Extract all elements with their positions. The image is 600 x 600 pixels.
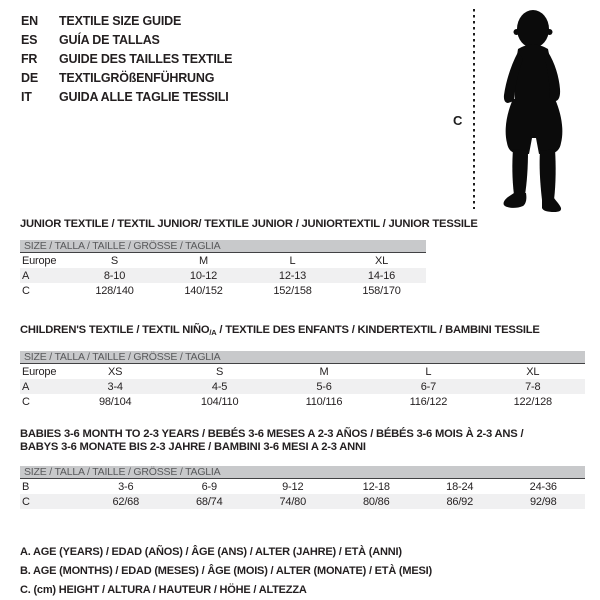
lang-row-en <box>21 12 232 31</box>
table-cell: M <box>319 365 329 378</box>
junior-size-table <box>20 253 426 298</box>
table-cell: 12-13 <box>278 269 307 282</box>
children-size-header: SIZE / TALLA / TAILLE / GRÖSSE / TAGLIA <box>20 351 585 364</box>
table-cell: 122/128 <box>513 395 552 408</box>
lang-title: TEXTILE SIZE GUIDE <box>59 14 182 28</box>
lang-title: GUIDA ALLE TAGLIE TESSILI <box>59 90 229 104</box>
lang-title: TEXTILGRÖßENFÜHRUNG <box>59 71 215 85</box>
table-cell: 4-5 <box>211 380 228 393</box>
table-cell: 8-10 <box>103 269 126 282</box>
table-cell: 98/104 <box>98 395 132 408</box>
table-cell: 3-6 <box>118 480 134 493</box>
lang-title: GUÍA DE TALLAS <box>59 33 160 47</box>
heading-text: / TEXTILE DES ENFANTS / KINDERTEXTIL / BAMBINI TESSILE <box>216 324 540 336</box>
table-cell: L <box>289 254 296 267</box>
table-row <box>20 494 585 509</box>
footnote-b: B. AGE (MONTHS) / EDAD (MESES) / ÂGE (MOIS) / ALTER (MONATE) / ETÀ (MESI) <box>20 565 432 577</box>
table-cell: 6-7 <box>420 380 437 393</box>
junior-section <box>20 218 585 298</box>
babies-size-table <box>20 479 585 509</box>
row-label: C <box>22 395 30 408</box>
row-label: C <box>22 284 30 297</box>
table-cell: 86/92 <box>446 495 474 508</box>
footnote-a: A. AGE (YEARS) / EDAD (AÑOS) / ÂGE (ANS) / ALTER (JAHRE) / ETÀ (ANNI) <box>20 546 402 558</box>
size-figure <box>445 5 585 213</box>
table-cell: 6-9 <box>201 480 217 493</box>
lang-code: ES <box>21 33 38 47</box>
row-label: C <box>22 495 30 508</box>
table-head-row <box>20 253 426 268</box>
children-size-table <box>20 364 585 409</box>
junior-size-header: SIZE / TALLA / TAILLE / GRÖSSE / TAGLIA <box>20 240 426 253</box>
children-heading <box>20 324 585 339</box>
table-row <box>20 394 585 409</box>
table-cell: S <box>216 365 224 378</box>
lang-title: GUIDE DES TAILLES TEXTILE <box>59 52 233 66</box>
table-cell: 140/152 <box>184 284 223 297</box>
table-cell: 110/116 <box>305 395 343 408</box>
lang-code: FR <box>21 52 38 66</box>
table-cell: XS <box>108 365 123 378</box>
table-cell: 7-8 <box>525 380 541 393</box>
lang-code: DE <box>21 71 38 85</box>
table-cell: 68/74 <box>195 495 223 508</box>
table-row <box>20 379 585 394</box>
table-cell: 5-6 <box>316 380 332 393</box>
tables-area <box>20 218 585 600</box>
table-head-row <box>20 364 585 379</box>
footnote-legend <box>20 543 585 600</box>
table-row <box>20 479 585 494</box>
table-cell: 116/122 <box>409 395 448 408</box>
heading-line-1: BABIES 3-6 MONTH TO 2-3 YEARS / BEBÉS 3-6 MESES A 2-3 AÑOS / BÉBÉS 3-6 MOIS À 2-3 ANS / <box>20 428 524 440</box>
table-cell: 24-36 <box>529 480 557 493</box>
lang-code: IT <box>21 90 32 104</box>
row-label: A <box>22 380 30 393</box>
baby-silhouette-icon <box>504 10 563 212</box>
table-row <box>20 283 426 298</box>
table-cell: 74/80 <box>279 495 307 508</box>
table-cell: 104/110 <box>200 395 239 408</box>
table-cell: 92/98 <box>529 495 557 508</box>
heading-line-2: BABYS 3-6 MONATE BIS 2-3 JAHRE / BAMBINI 3-6 MESI A 2-3 ANNI <box>20 440 366 453</box>
babies-size-header: SIZE / TALLA / TAILLE / GRÖSSE / TAGLIA <box>20 466 585 479</box>
table-cell: S <box>110 254 119 267</box>
size-figure-graphic <box>445 5 585 213</box>
table-cell: XL <box>374 254 389 267</box>
table-cell: M <box>199 254 208 267</box>
lang-row-fr <box>21 50 232 69</box>
table-cell: 10-12 <box>189 269 218 282</box>
lang-code: EN <box>21 14 38 28</box>
height-label: C <box>453 113 463 128</box>
table-cell: 12-18 <box>362 480 390 493</box>
language-title-list <box>21 12 232 107</box>
heading-text: CHILDREN'S TEXTILE / TEXTIL NIÑO <box>20 324 210 336</box>
heading-subscript: /A <box>209 328 217 337</box>
table-cell: 9-12 <box>282 480 304 493</box>
lang-row-it <box>21 88 232 107</box>
table-cell: 152/158 <box>273 284 312 297</box>
table-cell: 62/68 <box>112 495 140 508</box>
row-label: Europe <box>22 254 57 267</box>
babies-section <box>20 428 585 509</box>
lang-row-es <box>21 31 232 50</box>
table-cell: XL <box>526 365 540 378</box>
footnote-c: C. (cm) HEIGHT / ALTURA / HAUTEUR / HÖHE / ALTEZZA <box>20 584 307 596</box>
table-cell: 14-16 <box>367 269 396 282</box>
table-row <box>20 268 426 283</box>
lang-row-de <box>21 69 232 88</box>
row-label: B <box>22 480 30 493</box>
table-cell: 128/140 <box>95 284 134 297</box>
table-cell: 18-24 <box>446 480 474 493</box>
table-cell: 158/170 <box>362 284 401 297</box>
table-cell: L <box>425 365 432 378</box>
babies-heading <box>20 428 585 453</box>
table-cell: 3-4 <box>107 380 123 393</box>
row-label: Europe <box>22 365 57 378</box>
children-section <box>20 324 585 409</box>
table-cell: 80/86 <box>362 495 390 508</box>
row-label: A <box>22 269 30 282</box>
junior-heading: JUNIOR TEXTILE / TEXTIL JUNIOR/ TEXTILE JUNIOR / JUNIORTEXTIL / JUNIOR TESSILE <box>20 218 478 230</box>
